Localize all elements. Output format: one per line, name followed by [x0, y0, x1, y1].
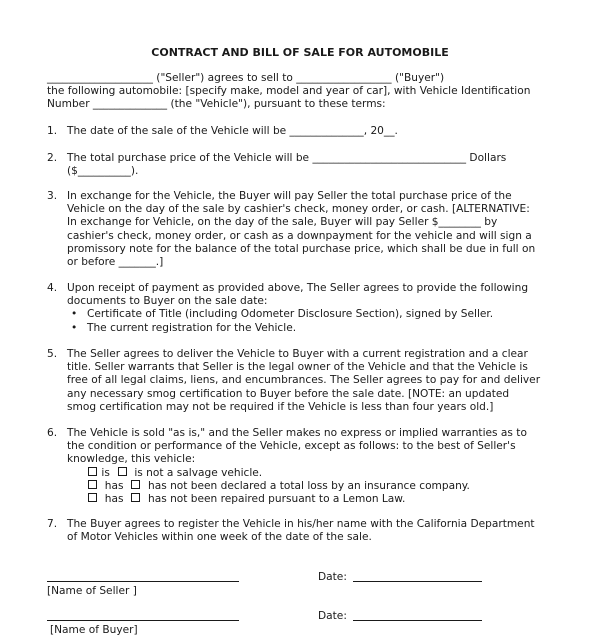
- clause-number: 5.: [47, 348, 58, 360]
- clause-number: 2.: [47, 152, 58, 164]
- seller-date-line[interactable]: [353, 581, 482, 582]
- checkbox[interactable]: [88, 480, 97, 489]
- option-label: is not a salvage vehicle.: [134, 466, 263, 479]
- option-label: has: [104, 493, 124, 506]
- clause-line: free of all legal claims, liens, and encumbrances. The Seller agrees to pay for and deliver: [67, 374, 541, 387]
- clause-2: [47, 152, 567, 178]
- buyer-date-label: Date:: [318, 610, 347, 622]
- intro-line: ____________________ ("Seller") agrees to sell to __________________ ("Buyer"): [47, 72, 445, 84]
- clause-3: [47, 190, 567, 269]
- buyer-date-line[interactable]: [353, 620, 482, 621]
- checkbox[interactable]: [118, 467, 127, 476]
- clause-line: cashier's check, money order, or cash as a downpayment for the vehicle and will sign a: [67, 229, 532, 242]
- option-label: has: [104, 479, 124, 492]
- clause-line: of Motor Vehicles within one week of the date of the sale.: [67, 531, 372, 544]
- clause-1: [47, 125, 567, 138]
- clause-5: [47, 348, 567, 414]
- clause-line: any necessary smog certification to Buyer before the sale date. [NOTE: an updated: [67, 387, 510, 400]
- option-label: has not been declared a total loss by an insurance company.: [147, 479, 470, 492]
- warranty-option-row: [87, 467, 567, 480]
- clause-line: or before _______.]: [67, 256, 164, 269]
- intro-paragraph: [47, 72, 567, 112]
- clause-line: In exchange for the Vehicle, the Buyer will pay Seller the total purchase price of the: [67, 190, 512, 202]
- clause-line: In exchange for Vehicle, on the day of the sale, Buyer will pay Seller $________ by: [67, 216, 498, 229]
- clause-6: [47, 427, 567, 506]
- buyer-name-label: [Name of Buyer]: [50, 624, 138, 636]
- clause-line: ($__________).: [67, 165, 139, 178]
- clause-number: 6.: [47, 427, 58, 439]
- bullet-icon: •: [71, 308, 78, 321]
- bullet-text: The current registration for the Vehicle.: [87, 321, 297, 334]
- document-title: CONTRACT AND BILL OF SALE FOR AUTOMOBILE: [151, 46, 449, 59]
- seller-signature-line[interactable]: [47, 581, 239, 582]
- clause-line: smog certification may not be required if the Vehicle is less than four years old.]: [67, 400, 494, 413]
- intro-line: Number ______________ (the "Vehicle"), pursuant to these terms:: [47, 98, 386, 111]
- clause-line: documents to Buyer on the sale date:: [67, 295, 268, 308]
- checkbox[interactable]: [88, 467, 97, 476]
- clause-line: The total purchase price of the Vehicle will be _____________________________ Dollars: [67, 152, 507, 164]
- clause-line: title. Seller warrants that Seller is the legal owner of the Vehicle and that the Vehicle is: [67, 361, 528, 374]
- intro-line: the following automobile: [specify make, model and year of car], with Vehicle Identification: [47, 85, 531, 98]
- bullet-item: [67, 308, 567, 321]
- clause-line: knowledge, this vehicle:: [67, 453, 196, 466]
- clause-line: the condition or performance of the Vehicle, except as follows: to the best of Seller's: [67, 440, 516, 453]
- seller-date-label: Date:: [318, 571, 347, 583]
- clause-line: Vehicle on the day of the sale by cashier's check, money order, or cash. [ALTERNATIVE:: [67, 203, 530, 216]
- clause-number: 1.: [47, 125, 58, 137]
- clause-line: promissory note for the balance of the total purchase price, which shall be due in full on: [67, 242, 536, 255]
- seller-name-label: [Name of Seller ]: [47, 585, 137, 597]
- checkbox[interactable]: [88, 493, 97, 502]
- checkbox[interactable]: [131, 493, 140, 502]
- option-label: has not been repaired pursuant to a Lemon Law.: [147, 493, 406, 506]
- clause-line: Upon receipt of payment as provided above, The Seller agrees to provide the following: [67, 282, 529, 294]
- clause-number: 3.: [47, 190, 58, 202]
- bullet-text: Certificate of Title (including Odometer Disclosure Section), signed by Seller.: [87, 308, 494, 321]
- clause-number: 7.: [47, 518, 58, 530]
- warranty-option-row: [87, 480, 567, 493]
- clause-7: [47, 518, 567, 544]
- checkbox[interactable]: [131, 480, 140, 489]
- option-label: is: [101, 466, 110, 479]
- warranty-option-row: [87, 493, 567, 506]
- clause-line: The date of the sale of the Vehicle will be ______________, 20__.: [67, 125, 398, 137]
- clause-4: [47, 282, 567, 335]
- bullet-icon: •: [71, 321, 78, 334]
- clause-line: The Seller agrees to deliver the Vehicle to Buyer with a current registration and a clear: [67, 348, 528, 360]
- clause-number: 4.: [47, 282, 58, 294]
- clause-line: The Vehicle is sold "as is," and the Seller makes no express or implied warranties as to: [67, 427, 527, 439]
- bullet-item: [67, 322, 567, 335]
- clause-line: The Buyer agrees to register the Vehicle in his/her name with the California Department: [67, 518, 535, 530]
- buyer-signature-line[interactable]: [47, 620, 239, 621]
